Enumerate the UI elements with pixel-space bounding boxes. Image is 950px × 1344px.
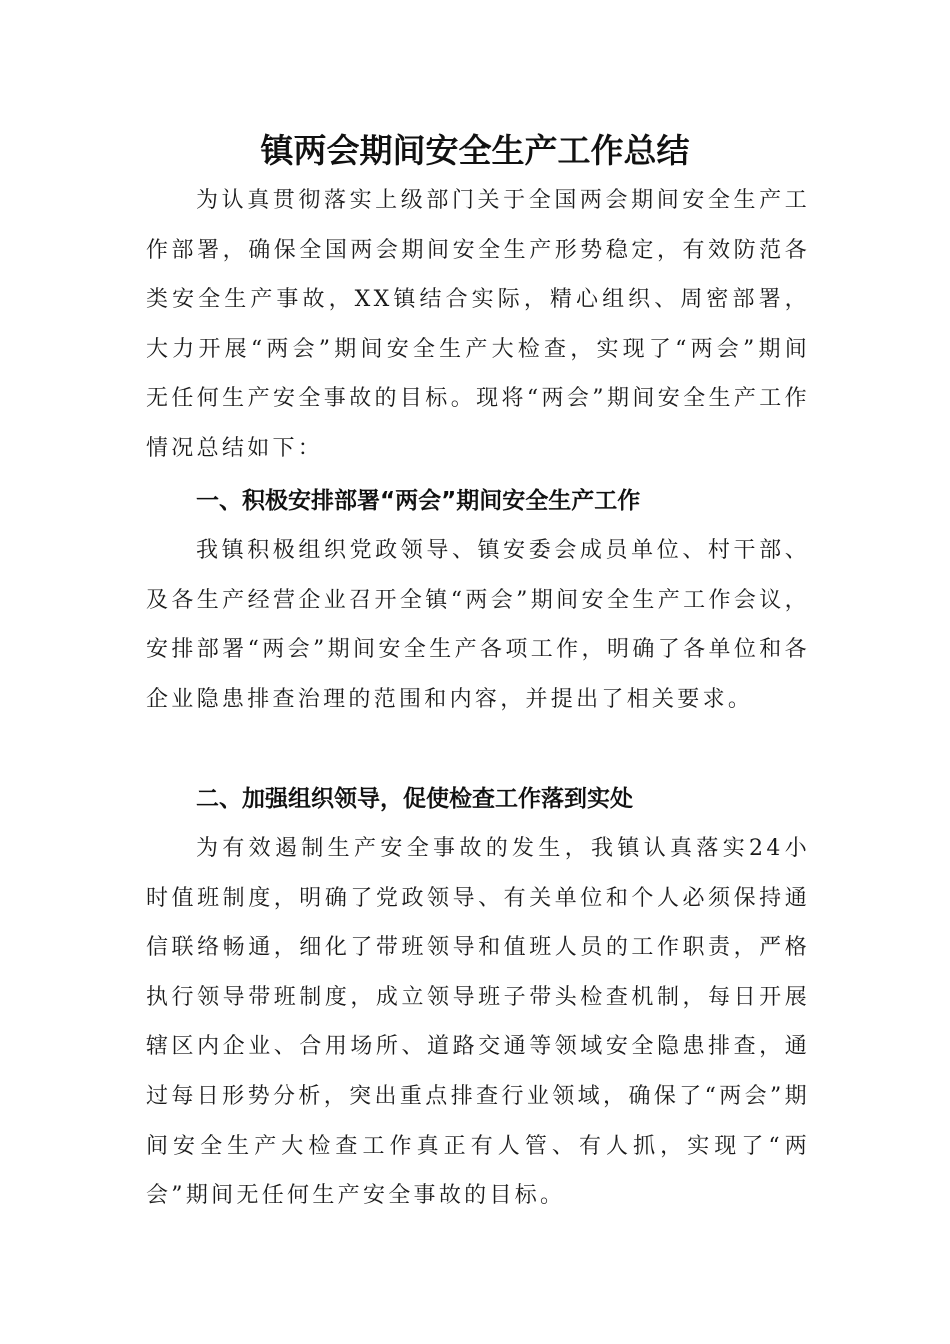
- section-2-heading: 二、加强组织领导，促使检查工作落到实处: [196, 786, 633, 812]
- section-1-heading: 一、积极安排部署“两会”期间安全生产工作: [196, 488, 641, 514]
- section-1-body: 我镇积极组织党政领导、镇安委会成员单位、村干部、及各生产经营企业召开全镇“两会”期间安全生产工作会议，安排部署“两会”期间安全生产各项工作，明确了各单位和各企业隐患排查治理的范围和内容，并提出了相关要求。: [146, 538, 810, 712]
- document-title: 镇两会期间安全生产工作总结: [260, 131, 690, 170]
- intro-paragraph: 为认真贯彻落实上级部门关于全国两会期间安全生产工作部署，确保全国两会期间安全生产形势稳定，有效防范各类安全生产事故，XX镇结合实际，精心组织、周密部署，大力开展“两会”期间安全生产大检查，实现了“两会”期间无任何生产安全事故的目标。现将“两会”期间安全生产工作情况总结如下：: [146, 188, 810, 461]
- section-2-body: 为有效遏制生产安全事故的发生，我镇认真落实24小时值班制度，明确了党政领导、有关单位和个人必须保持通信联络畅通，细化了带班领导和值班人员的工作职责，严格执行领导带班制度，成立领导班子带头检查机制，每日开展辖区内企业、合用场所、道路交通等领域安全隐患排查，通过每日形势分析，突出重点排查行业领域，确保了“两会”期间安全生产大检查工作真正有人管、有人抓，实现了“两会”期间无任何生产安全事故的目标。: [146, 836, 810, 1209]
